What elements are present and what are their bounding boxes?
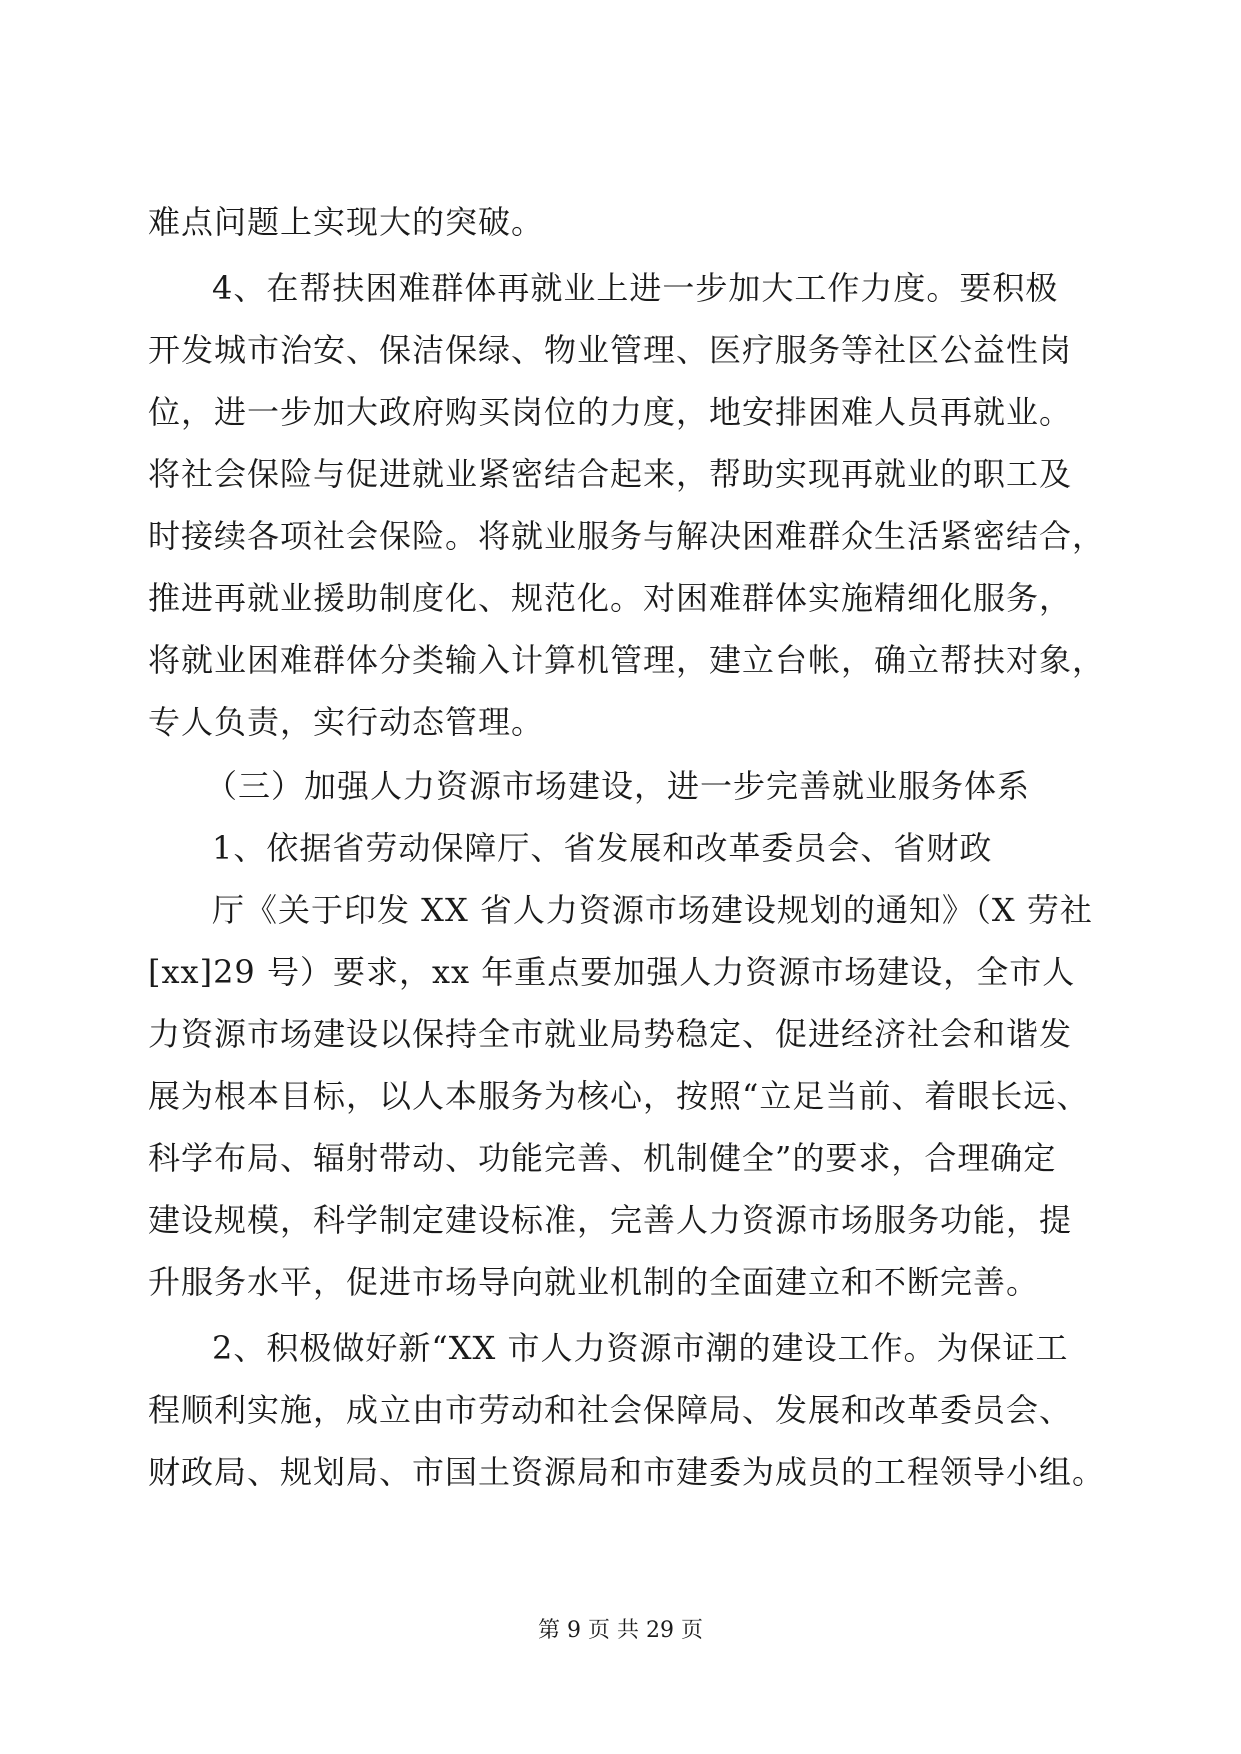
text-line: 厅《关于印发 XX 省人力资源市场建设规划的通知》（X 劳社 [212, 891, 1093, 929]
page-number: 第 9 页 共 29 页 [538, 1618, 703, 1643]
text-line: 力资源市场建设以保持全市就业局势稳定、促进经济社会和谐发 [148, 1015, 1073, 1053]
text-line: 程顺利实施，成立由市劳动和社会保障局、发展和改革委员会、 [148, 1391, 1073, 1429]
text-line: 4、在帮扶困难群体再就业上进一步加大工作力度。要积极 [212, 269, 1059, 307]
text-line: 推进再就业援助制度化、规范化。对困难群体实施精细化服务， [148, 579, 1073, 617]
text-line: 财政局、规划局、市国土资源局和市建委为成员的工程领导小组。 [148, 1453, 1106, 1491]
text-line: 难点问题上实现大的突破。 [148, 203, 545, 241]
text-line: 展为根本目标，以人本服务为核心，按照“立足当前、着眼长远、 [148, 1077, 1090, 1115]
text-line: 将就业困难群体分类输入计算机管理，建立台帐，确立帮扶对象， [148, 641, 1106, 679]
section-heading: （三）加强人力资源市场建设，进一步完善就业服务体系 [205, 767, 1031, 805]
text-line: [xx]29 号）要求，xx 年重点要加强人力资源市场建设，全市人 [148, 953, 1076, 991]
text-line: 建设规模，科学制定建设标准，完善人力资源市场服务功能，提 [148, 1201, 1073, 1239]
text-line: 2、积极做好新“XX 市人力资源市潮的建设工作。为保证工 [212, 1329, 1069, 1367]
text-line: 将社会保险与促进就业紧密结合起来，帮助实现再就业的职工及 [148, 455, 1073, 493]
text-line: 1、依据省劳动保障厅、省发展和改革委员会、省财政 [212, 829, 993, 867]
text-line: 科学布局、辐射带动、功能完善、机制健全”的要求，合理确定 [148, 1139, 1057, 1177]
text-line: 开发城市治安、保洁保绿、物业管理、医疗服务等社区公益性岗 [148, 331, 1073, 369]
text-line: 位，进一步加大政府购买岗位的力度，地安排困难人员再就业。 [148, 393, 1073, 431]
text-line: 升服务水平，促进市场导向就业机制的全面建立和不断完善。 [148, 1263, 1040, 1301]
text-line: 专人负责，实行动态管理。 [148, 703, 545, 741]
text-line: 时接续各项社会保险。将就业服务与解决困难群众生活紧密结合， [148, 517, 1106, 555]
